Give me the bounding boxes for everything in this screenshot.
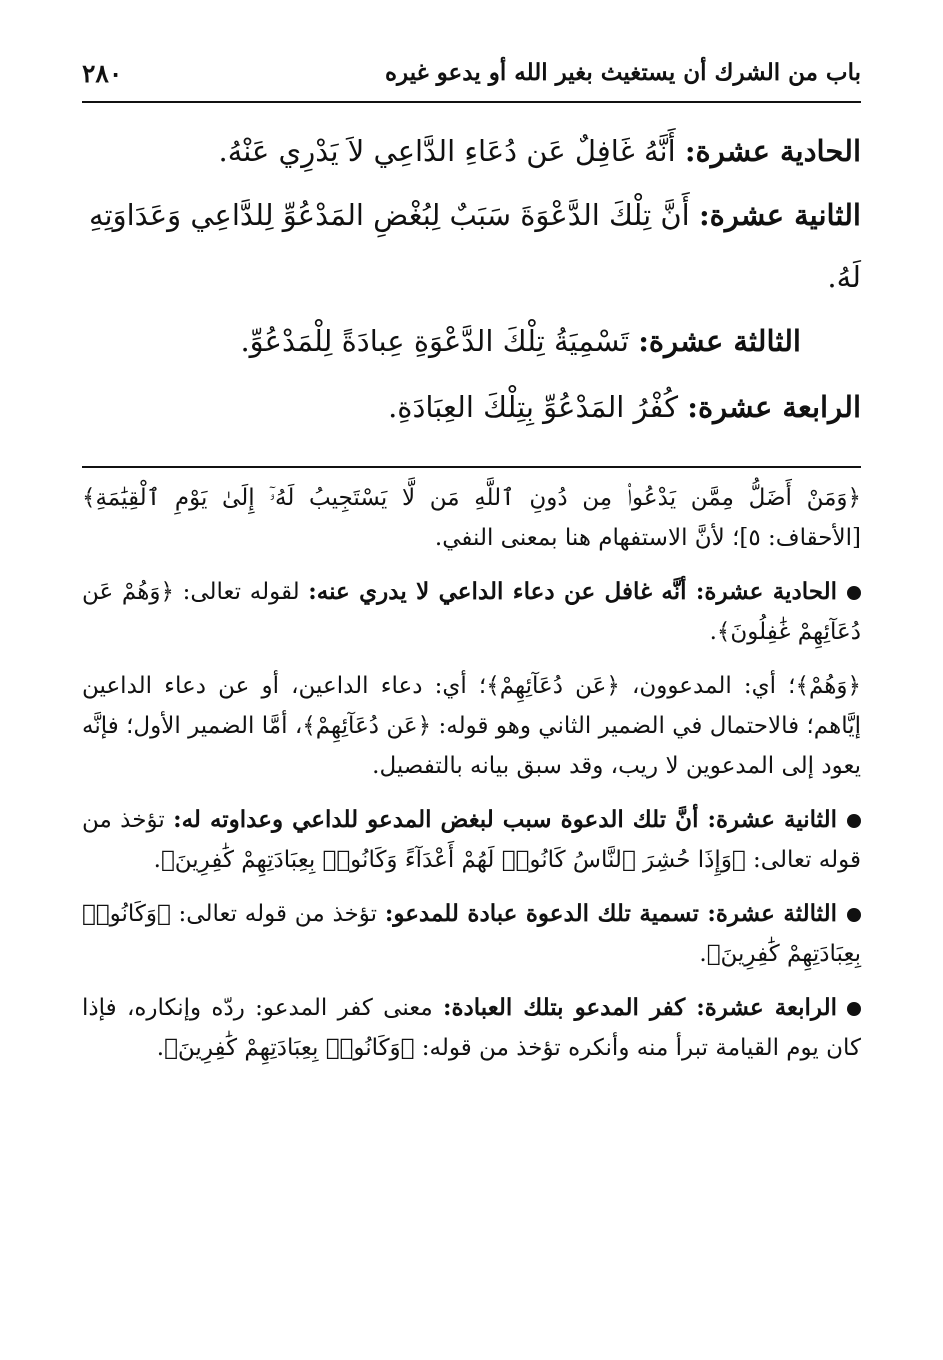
rule-13 [82,308,861,374]
rule-text: أَنَّ تِلْكَ الدَّعْوَةَ سَبَبٌ لِبُغْضِ المَدْعُوِّ لِلدَّاعِي وَعَدَاوَتِهِ لَهُ. [88,198,861,294]
bullet-icon [847,908,861,922]
page-header [82,55,861,95]
commentary-11-explanation: ﴿وَهُمْ﴾؛ أي: المدعوون، ﴿عَن دُعَآئِهِمْ﴾؛ أي: دعاء الداعين، أو عن دعاء الداعين إيَّاهم؛ فالاحتمال في الضمير الثاني وهو قوله: ﴿عَن دُعَآئِهِمْ﴾، أمَّا الضمير الأول؛ فإنَّه يعود إلى المدعوين لا ريب، وقد سبق بيانه بالتفصيل. [82,673,861,779]
commentary-heading: الثانية عشرة: أنَّ تلك الدعوة سبب لبغض المدعو للداعي وعداوته له: [173,806,838,833]
commentary-text: معنى كفر المدعو: ردّه وإنكاره، فإذا كان يوم القيامة تبرأ منه وأنكره تؤخذ من قوله: ﴿وَكَانُوا۟ بِعِبَادَتِهِمْ كَٰفِرِينَ﴾. [82,995,861,1061]
commentary-text: تؤخذ من قوله تعالى: ﴿وَإِذَا حُشِرَ ٱلنَّاسُ كَانُوا۟ لَهُمْ أَعْدَآءً وَكَانُوا۟ بِعِبَادَتِهِمْ كَٰفِرِينَ﴾. [82,807,861,873]
rule-label: الرابعة عشرة: [687,390,861,424]
chapter-title: باب من الشرك أن يستغيث بغير الله أو يدعو غيره [384,59,861,86]
rule-text: تَسْمِيَةُ تِلْكَ الدَّعْوَةِ عِبادَةً لِلْمَدْعُوِّ. [240,324,629,358]
rule-label: الحادية عشرة: [684,134,861,168]
commentary-text: تؤخذ من قوله تعالى: ﴿وَكَانُوا۟ بِعِبَادَتِهِمْ كَٰفِرِينَ﴾. [82,901,861,967]
rule-label: الثالثة عشرة: [638,324,801,358]
rule-label: الثانية عشرة: [698,198,861,232]
commentary-heading: الثالثة عشرة: تسمية تلك الدعوة عبادة للمدعو: [384,900,837,927]
commentary-13 [82,894,861,974]
commentary-12 [82,800,861,880]
commentary [82,478,861,1082]
commentary-divider [82,466,861,468]
rule-14 [82,374,861,440]
rule-text: أَنَّهُ غَافِلٌ عَن دُعَاءِ الدَّاعِي لاَ يَدْرِي عَنْهُ. [218,134,676,168]
commentary-11 [82,572,861,652]
commentary-intro: ﴿وَمَنْ أَضَلُّ مِمَّن يَدْعُوا۟ مِن دُونِ ٱللَّهِ مَن لَّا يَسْتَجِيبُ لَهُۥٓ إِلَىٰ يَوْمِ ٱلْقِيَٰمَةِ﴾ [الأحقاف: ٥]؛ لأنَّ الاستفهام هنا بمعنى النفي. [82,485,861,551]
commentary-text: لقوله تعالى: ﴿وَهُمْ عَن دُعَآئِهِمْ غَٰفِلُونَ﴾. [82,579,861,645]
matn-rules [82,118,861,440]
header-divider [82,101,861,103]
commentary-14 [82,988,861,1068]
rule-12 [82,184,861,308]
bullet-icon [847,586,861,600]
bullet-icon [847,814,861,828]
rule-text: كُفْرُ المَدْعُوِّ بِتِلْكَ العِبَادَةِ. [388,390,679,424]
page-number: ٢٨٠ [82,59,123,88]
rule-11 [82,118,861,184]
commentary-heading: الرابعة عشرة: كفر المدعو بتلك العبادة: [443,994,838,1021]
bullet-icon [847,1002,861,1016]
commentary-heading: الحادية عشرة: أنَّه غافل عن دعاء الداعي لا يدري عنه: [308,578,837,605]
